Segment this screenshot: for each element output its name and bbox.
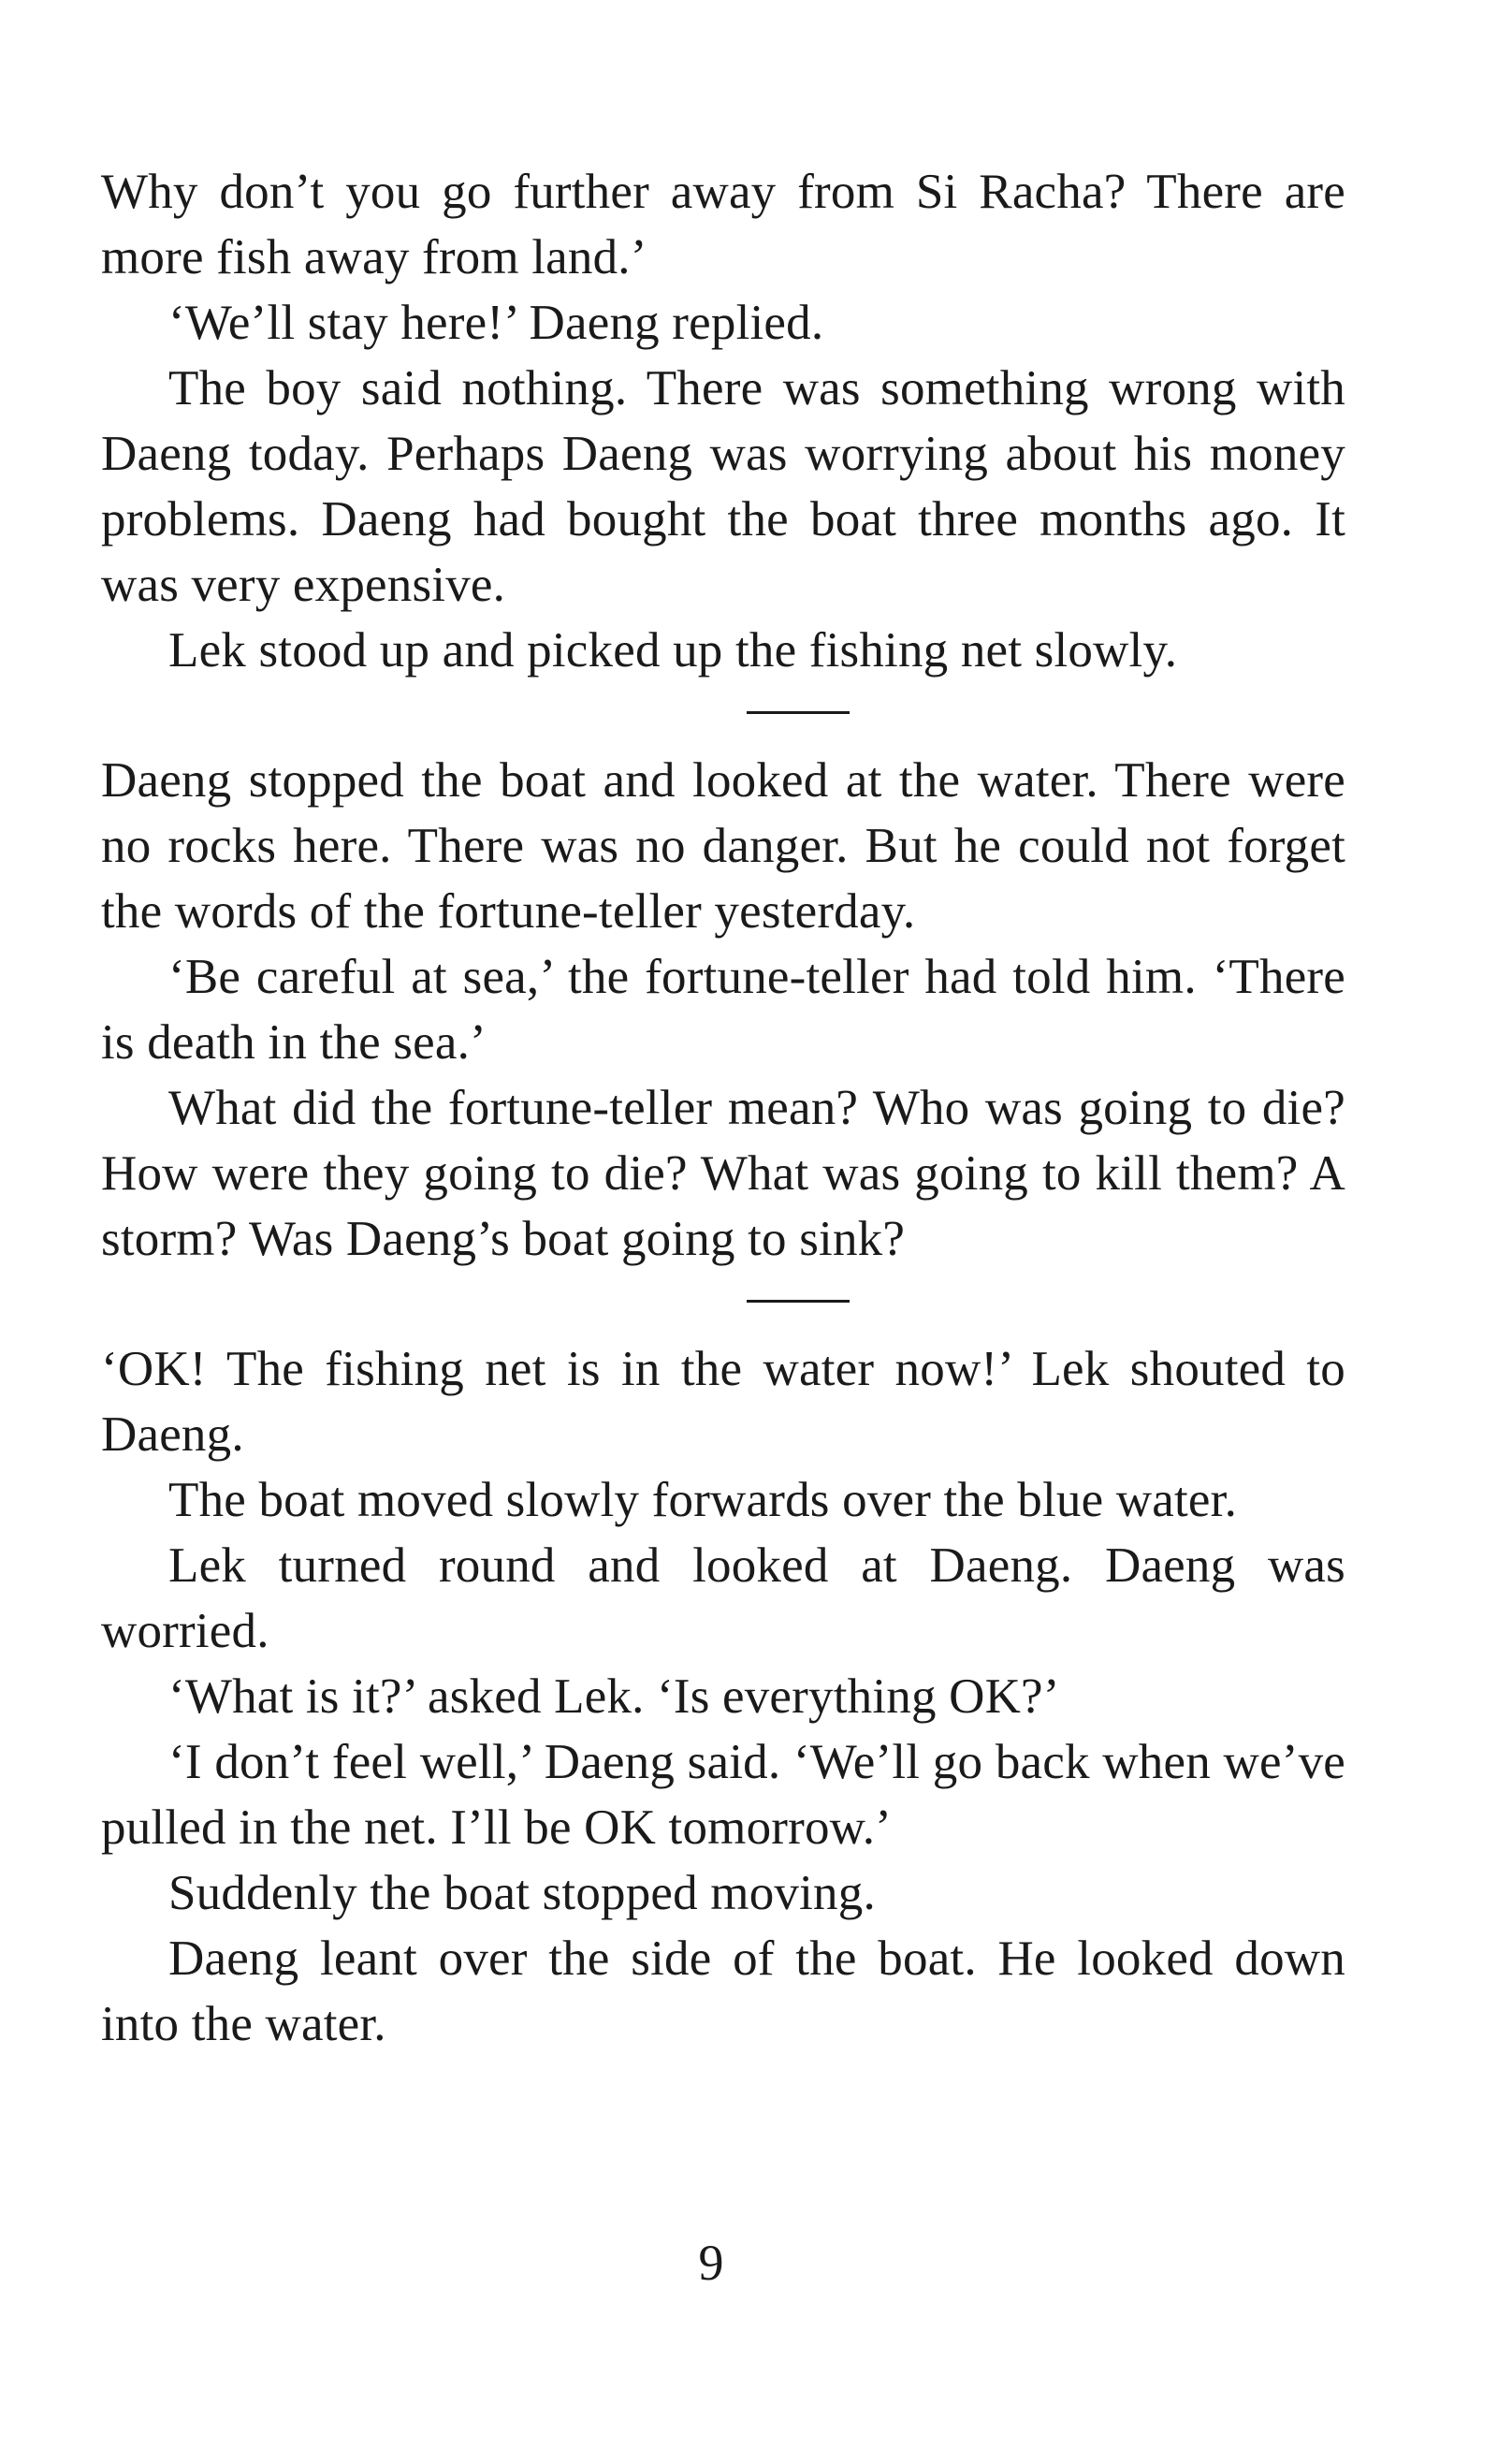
- paragraph: What did the fortune-teller mean? Who was going to die? How were they going to die? What was going to kill them? A storm? Was Daeng’s boat going to sink?: [101, 1081, 1345, 1266]
- paragraph: ‘OK! The fishing net is in the water now!’ Lek shouted to Daeng.: [101, 1342, 1345, 1462]
- section-break-rule: [747, 711, 850, 714]
- section-2: [101, 748, 1345, 1272]
- paragraph: Lek stood up and picked up the fishing net slowly.: [168, 623, 1178, 678]
- section-1: [101, 159, 1345, 683]
- section-break-rule: [747, 1300, 850, 1303]
- paragraph: Lek turned round and looked at Daeng. Daeng was worried.: [101, 1538, 1345, 1658]
- section-3: [101, 1336, 1345, 2057]
- paragraph: ‘I don’t feel well,’ Daeng said. ‘We’ll go back when we’ve pulled in the net. I’ll be OK tomorrow.’: [101, 1735, 1345, 1855]
- paragraph: Why don’t you go further away from Si Racha? There are more fish away from land.’: [101, 165, 1345, 284]
- page-body: [101, 159, 1345, 2057]
- paragraph: The boat moved slowly forwards over the blue water.: [168, 1473, 1238, 1527]
- paragraph: ‘What is it?’ asked Lek. ‘Is everything OK?’: [168, 1669, 1060, 1724]
- paragraph: Daeng stopped the boat and looked at the water. There were no rocks here. There was no danger. But he could not forget the words of the fortune-teller yesterday.: [101, 753, 1345, 939]
- paragraph: Daeng leant over the side of the boat. He looked down into the water.: [101, 1931, 1345, 2051]
- paragraph: Suddenly the boat stopped moving.: [168, 1866, 876, 1920]
- paragraph: The boy said nothing. There was something wrong with Daeng today. Perhaps Daeng was worrying about his money problems. Daeng had bought the boat three months ago. It was very expensive.: [101, 361, 1345, 612]
- page-number: 9: [698, 2235, 724, 2291]
- paragraph: ‘Be careful at sea,’ the fortune-teller had told him. ‘There is death in the sea.’: [101, 950, 1345, 1070]
- paragraph: ‘We’ll stay here!’ Daeng replied.: [168, 296, 824, 350]
